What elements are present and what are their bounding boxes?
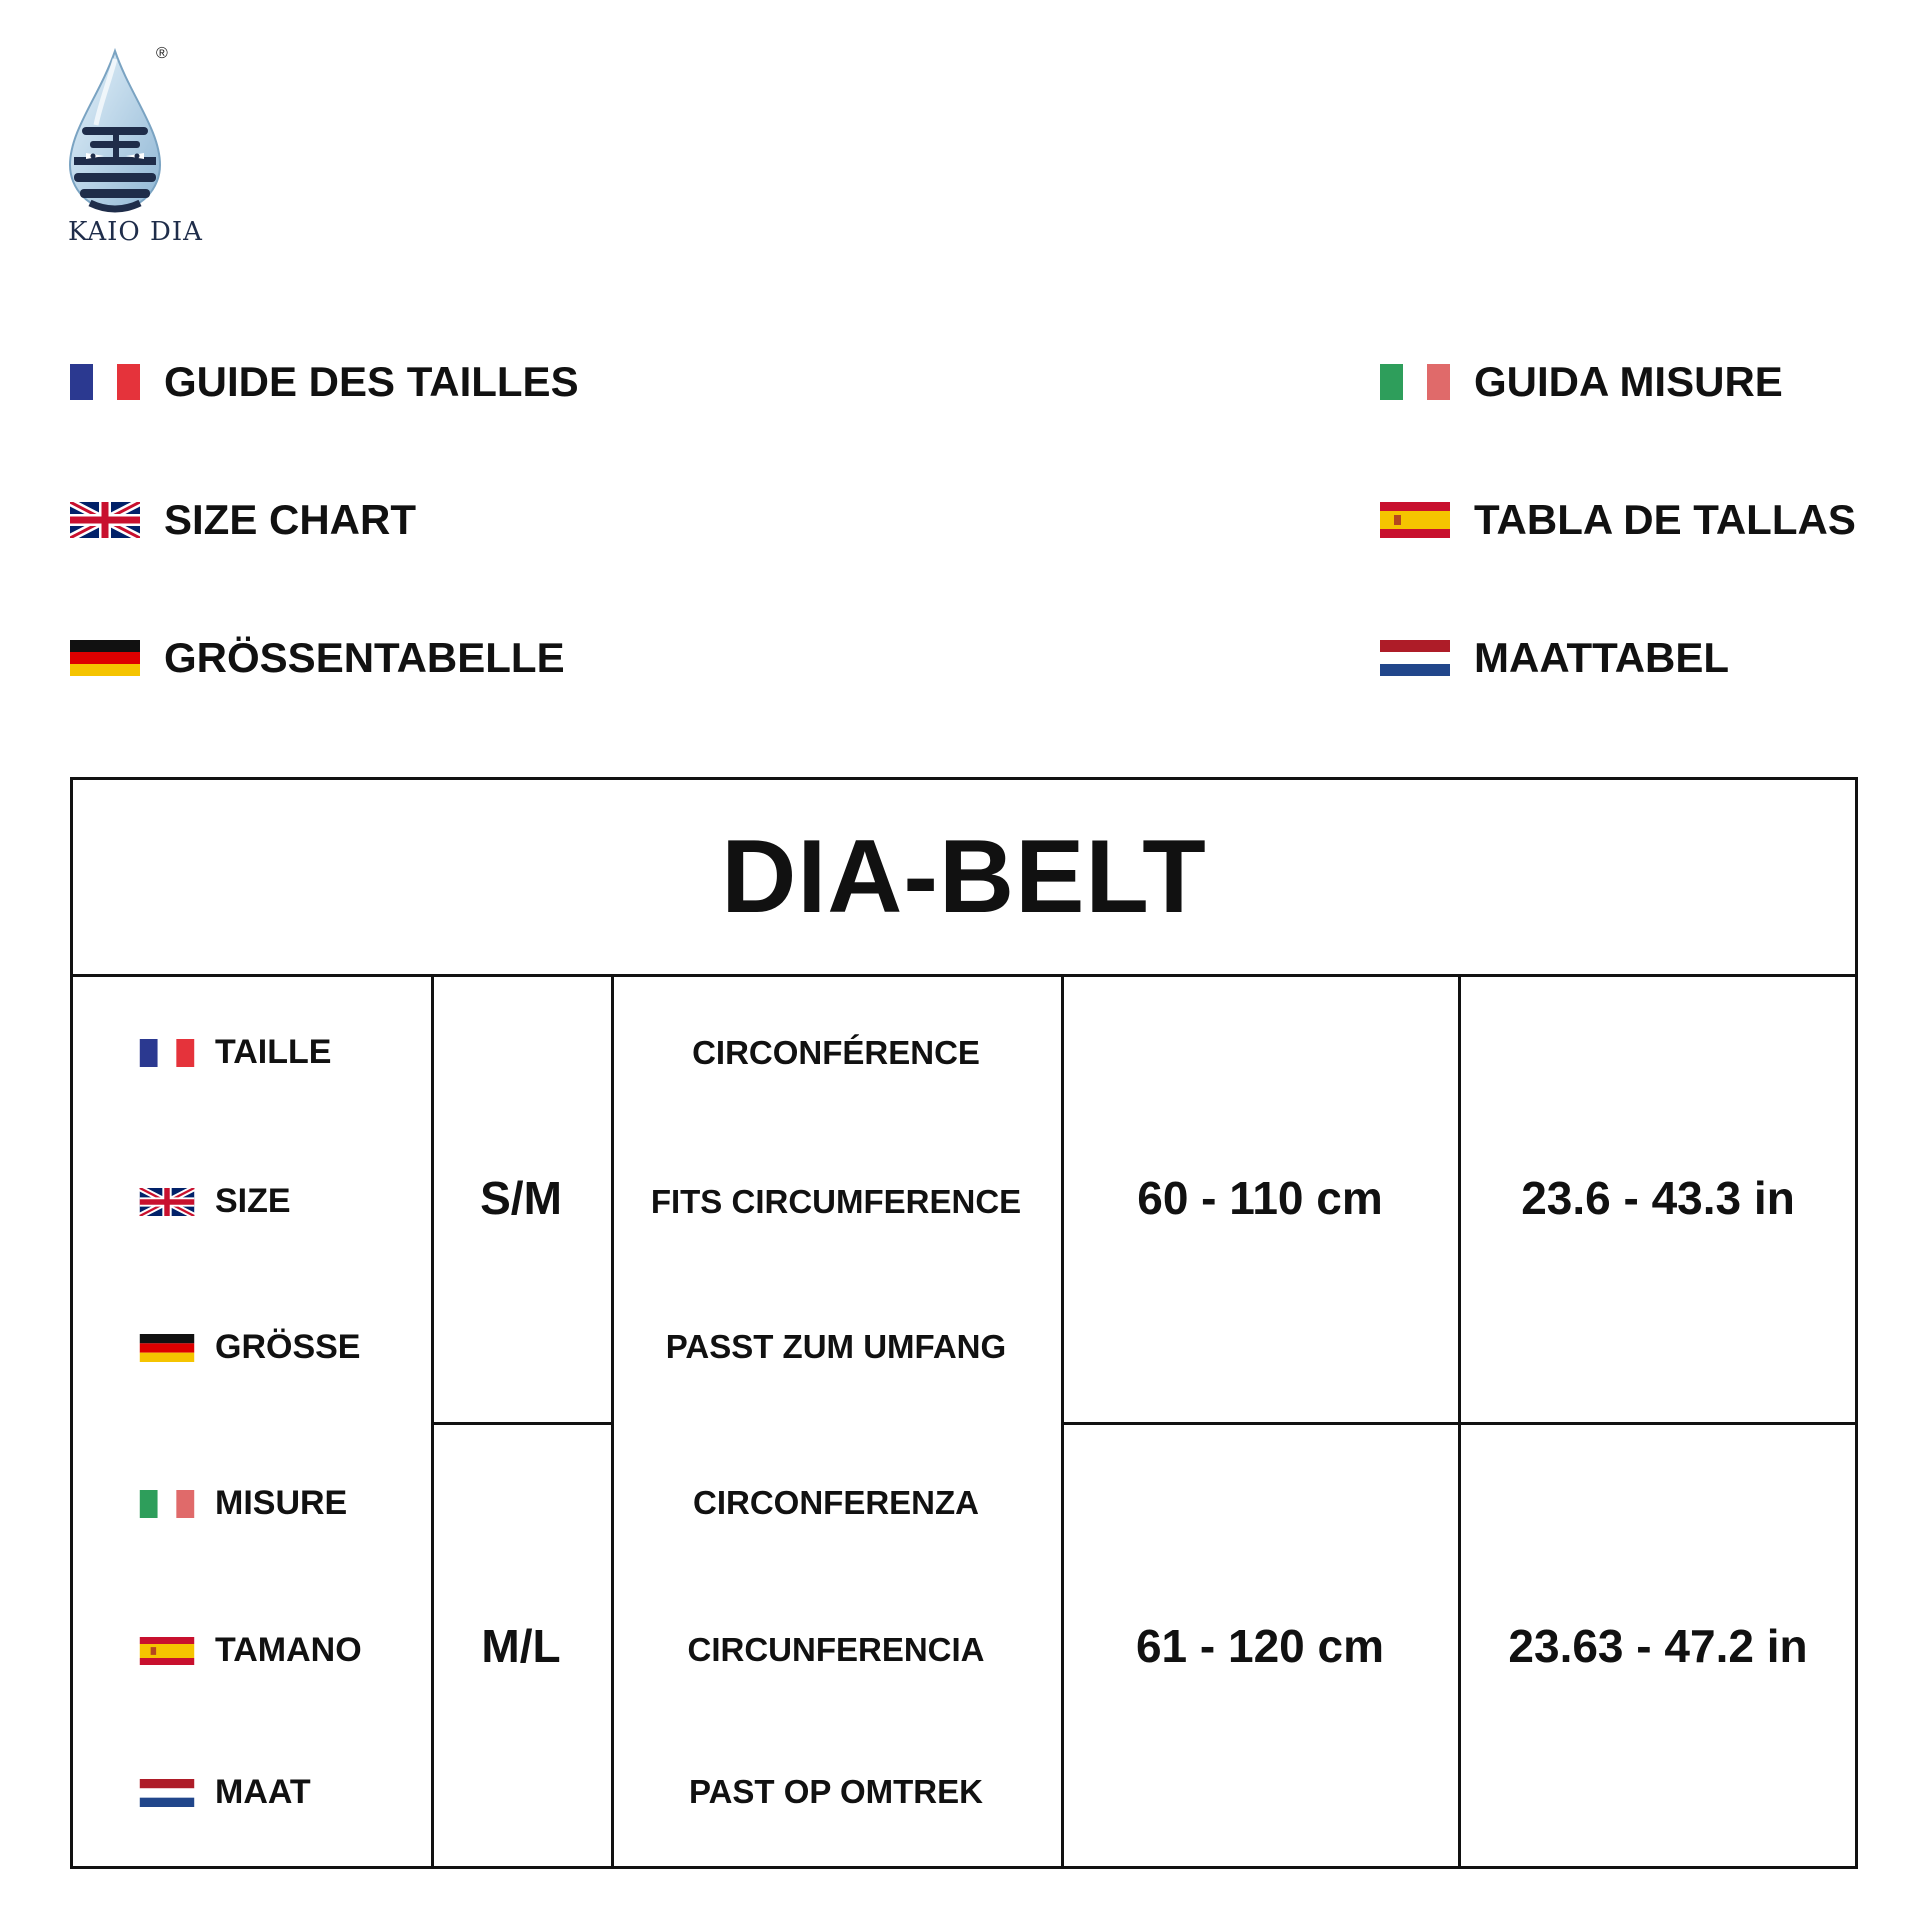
size-label-fr xyxy=(139,1033,331,1072)
flag-netherlands-icon xyxy=(139,1779,195,1807)
heading-fr-label: GUIDE DES TAILLES xyxy=(164,358,579,405)
flag-france-icon xyxy=(70,364,140,400)
inch-range-sm: 23.6 - 43.3 in xyxy=(1521,1172,1795,1224)
heading-de xyxy=(70,634,565,682)
size-label-fr-text: TAILLE xyxy=(215,1033,332,1071)
fit-label-nl: PAST OP OMTREK xyxy=(689,1773,983,1810)
cm-range-sm: 60 - 110 cm xyxy=(1137,1172,1383,1224)
heading-es xyxy=(1380,496,1856,544)
fit-label-es: CIRCUNFERENCIA xyxy=(687,1631,985,1668)
flag-netherlands-icon xyxy=(1380,640,1450,676)
table-divider xyxy=(1061,974,1064,1866)
heading-it-label: GUIDA MISURE xyxy=(1474,358,1783,405)
fit-label-fr: CIRCONFÉRENCE xyxy=(692,1034,980,1071)
flag-germany-icon xyxy=(70,640,140,676)
table-divider xyxy=(431,974,434,1866)
heading-nl xyxy=(1380,634,1729,682)
size-label-nl xyxy=(139,1773,311,1812)
table-divider xyxy=(431,1422,611,1425)
flag-italy-icon xyxy=(1380,364,1450,400)
fit-label-en: FITS CIRCUMFERENCE xyxy=(650,1183,1022,1220)
heading-fr xyxy=(70,358,579,406)
flag-uk-icon xyxy=(70,502,140,538)
size-label-nl-text: MAAT xyxy=(215,1773,311,1811)
size-label-de xyxy=(139,1328,360,1367)
flag-france-icon xyxy=(139,1039,195,1067)
table-divider xyxy=(611,974,614,1866)
water-drop-logo-icon xyxy=(60,45,170,215)
flag-spain-icon xyxy=(1380,502,1450,538)
fit-label-it: CIRCONFERENZA xyxy=(693,1484,979,1521)
size-label-es xyxy=(139,1631,362,1670)
size-label-en xyxy=(139,1182,291,1221)
size-code-sm: S/M xyxy=(480,1172,562,1224)
flag-spain-icon xyxy=(139,1637,195,1665)
table-divider xyxy=(1061,1422,1858,1425)
size-label-it-text: MISURE xyxy=(215,1484,348,1522)
table-title: DIA-BELT xyxy=(73,780,1855,977)
heading-en xyxy=(70,496,416,544)
heading-en-label: SIZE CHART xyxy=(164,496,416,543)
brand-logo xyxy=(60,45,203,247)
registered-mark: ® xyxy=(156,45,168,62)
size-code-ml: M/L xyxy=(481,1620,561,1672)
flag-germany-icon xyxy=(139,1334,195,1362)
table-divider xyxy=(1458,974,1461,1866)
heading-nl-label: MAATTABEL xyxy=(1474,634,1730,681)
fit-label-de: PASST ZUM UMFANG xyxy=(665,1328,1007,1365)
size-label-en-text: SIZE xyxy=(215,1182,291,1220)
size-table xyxy=(70,777,1858,1869)
cm-range-ml: 61 - 120 cm xyxy=(1135,1620,1385,1672)
flag-italy-icon xyxy=(139,1490,195,1518)
heading-it xyxy=(1380,358,1783,406)
size-label-es-text: TAMANO xyxy=(215,1631,362,1669)
inch-range-ml: 23.63 - 47.2 in xyxy=(1508,1620,1808,1672)
brand-name: KAIO DIA xyxy=(68,217,203,247)
heading-de-label: GRÖSSENTABELLE xyxy=(164,634,565,681)
flag-uk-icon xyxy=(139,1188,195,1216)
size-label-de-text: GRÖSSE xyxy=(215,1328,361,1366)
heading-es-label: TABLA DE TALLAS xyxy=(1474,496,1856,543)
size-label-it xyxy=(139,1484,347,1523)
